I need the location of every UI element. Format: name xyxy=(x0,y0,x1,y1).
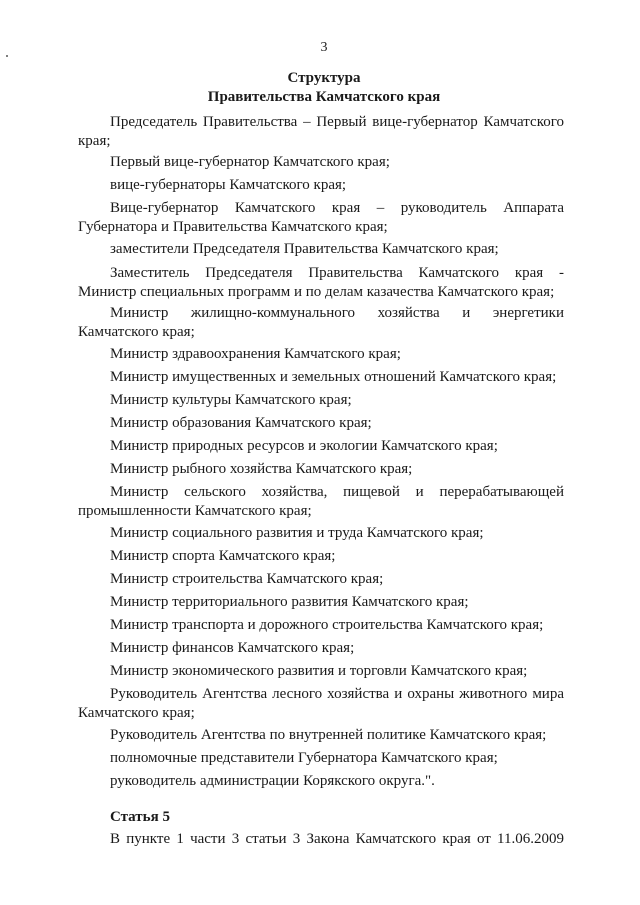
list-item: Заместитель Председателя Правительства Камчатского края - Министр специальных программ и по делам казачества Камчатского края; xyxy=(78,265,564,300)
list-item: Министр образования Камчатского края; xyxy=(110,415,372,431)
list-item: Руководитель Агентства по внутренней политике Камчатского края; xyxy=(110,727,547,743)
list-item: Министр транспорта и дорожного строительства Камчатского края; xyxy=(110,617,544,633)
list-item: Министр природных ресурсов и экологии Камчатского края; xyxy=(110,438,498,454)
article-heading: Статья 5 xyxy=(110,809,170,825)
article-text: В пункте 1 части 3 статьи 3 Закона Камчатского края от 11.06.2009 xyxy=(110,831,564,847)
list-item: Министр рыбного хозяйства Камчатского края; xyxy=(110,461,413,477)
list-item: Председатель Правительства – Первый вице-губернатор Камчатского края; xyxy=(78,114,564,149)
list-item: Министр территориального развития Камчатского края; xyxy=(110,594,469,610)
list-item: Министр социального развития и труда Камчатского края; xyxy=(110,525,484,541)
list-item: Министр спорта Камчатского края; xyxy=(110,548,336,564)
structure-subtitle: Правительства Камчатского края xyxy=(207,89,441,105)
list-item: Министр здравоохранения Камчатского края; xyxy=(110,346,401,362)
structure-title: Структура xyxy=(287,70,361,86)
list-item: руководитель администрации Корякского округа.". xyxy=(110,773,435,789)
list-item: Министр культуры Камчатского края; xyxy=(110,392,352,408)
list-item: полномочные представители Губернатора Камчатского края; xyxy=(110,750,498,766)
list-item: Министр имущественных и земельных отношений Камчатского края; xyxy=(110,369,557,385)
list-item: Руководитель Агентства лесного хозяйства и охраны животного мира Камчатского края; xyxy=(78,686,564,721)
list-item: заместители Председателя Правительства Камчатского края; xyxy=(110,241,499,257)
list-item: Министр экономического развития и торговли Камчатского края; xyxy=(110,663,528,679)
list-item: Первый вице-губернатор Камчатского края; xyxy=(110,154,390,170)
list-item: Министр сельского хозяйства, пищевой и перерабатывающей промышленности Камчатского края; xyxy=(78,484,564,519)
list-item: Министр строительства Камчатского края; xyxy=(110,571,384,587)
list-item: Министр жилищно-коммунального хозяйства и энергетики Камчатского края; xyxy=(78,305,564,340)
list-item: Вице-губернатор Камчатского края – руководитель Аппарата Губернатора и Правительства Камчатского края; xyxy=(78,200,564,235)
list-item: Министр финансов Камчатского края; xyxy=(110,640,355,656)
list-item: вице-губернаторы Камчатского края; xyxy=(110,177,347,193)
page-number: 3 xyxy=(320,40,328,55)
